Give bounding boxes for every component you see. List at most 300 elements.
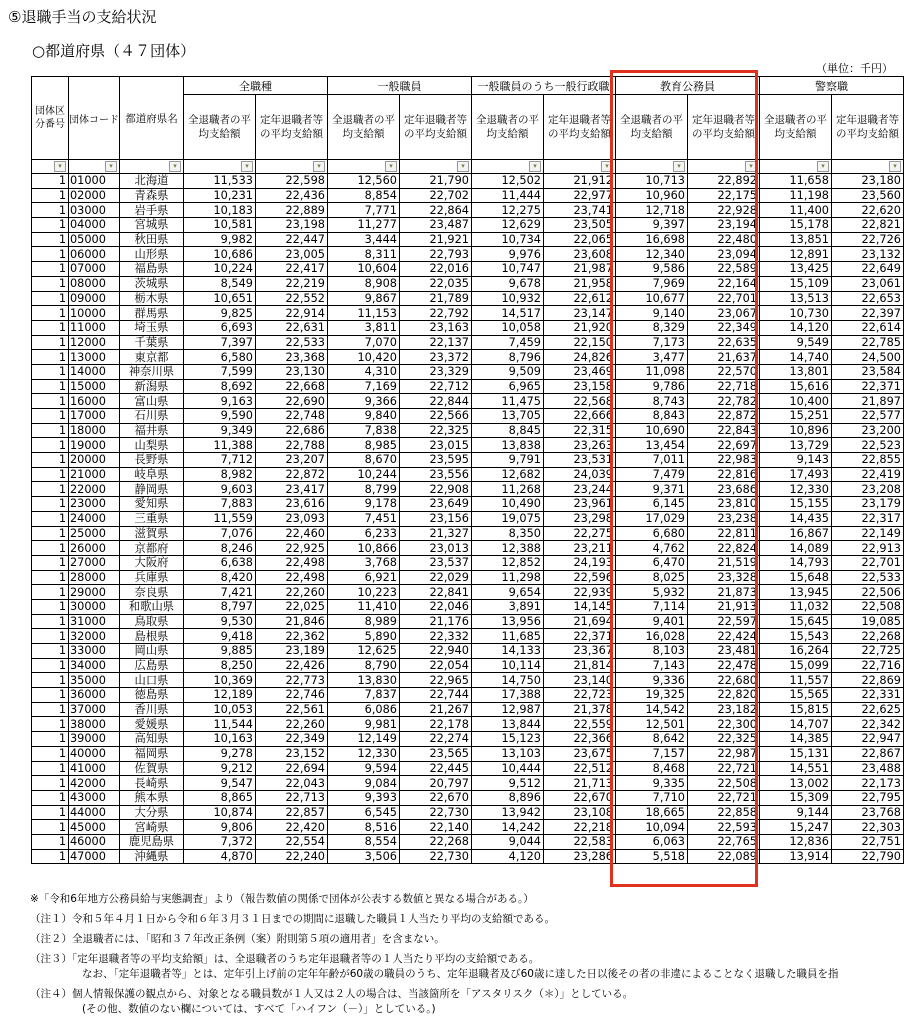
group-code-cell: 25000: [69, 526, 120, 541]
value-cell: 7,011: [616, 453, 688, 468]
value-cell: 9,401: [616, 614, 688, 629]
value-cell: 6,233: [328, 526, 400, 541]
table-row: [32, 702, 904, 717]
value-cell: 23,417: [256, 482, 328, 497]
group-code-cell: 10000: [69, 306, 120, 321]
value-cell: 12,987: [472, 702, 544, 717]
class-number-cell: 1: [32, 614, 69, 629]
value-cell: 9,084: [328, 776, 400, 791]
value-cell: 11,268: [472, 482, 544, 497]
section-subtitle: ○都道府県（４７団体）: [32, 42, 196, 60]
prefecture-name-cell: 大分県: [120, 805, 184, 820]
value-cell: 9,336: [616, 673, 688, 688]
value-cell: 23,565: [400, 746, 472, 761]
prefecture-name-cell: 長野県: [120, 453, 184, 468]
value-cell: 10,224: [184, 262, 256, 277]
prefecture-name-cell: 福井県: [120, 423, 184, 438]
value-cell: 15,565: [760, 688, 832, 703]
value-cell: 15,309: [760, 790, 832, 805]
prefecture-name-cell: 高知県: [120, 732, 184, 747]
value-cell: 9,143: [760, 453, 832, 468]
value-cell: 14,750: [472, 673, 544, 688]
value-cell: 23,093: [256, 511, 328, 526]
value-cell: 22,721: [688, 761, 760, 776]
value-cell: 22,701: [688, 291, 760, 306]
value-cell: 22,820: [688, 688, 760, 703]
value-cell: 9,140: [616, 306, 688, 321]
value-cell: 13,914: [760, 849, 832, 864]
header-code-col: 団体コード: [69, 77, 120, 160]
group-code-cell: 13000: [69, 350, 120, 365]
group-code-cell: 02000: [69, 188, 120, 203]
value-cell: 13,513: [760, 291, 832, 306]
class-number-cell: 1: [32, 555, 69, 570]
value-cell: 23,163: [400, 320, 472, 335]
value-cell: 22,362: [256, 629, 328, 644]
value-cell: 5,932: [616, 585, 688, 600]
value-cell: 4,870: [184, 849, 256, 864]
class-number-cell: 1: [32, 805, 69, 820]
value-cell: 24,826: [544, 350, 616, 365]
value-cell: 17,493: [760, 467, 832, 482]
value-cell: 6,580: [184, 350, 256, 365]
group-code-cell: 16000: [69, 394, 120, 409]
value-cell: 23,649: [400, 497, 472, 512]
prefecture-name-cell: 茨城県: [120, 276, 184, 291]
value-cell: 8,516: [328, 820, 400, 835]
value-cell: 5,518: [616, 849, 688, 864]
value-cell: 22,653: [832, 291, 904, 306]
value-cell: 11,475: [472, 394, 544, 409]
group-code-cell: 05000: [69, 232, 120, 247]
value-cell: 9,278: [184, 746, 256, 761]
value-cell: 11,153: [328, 306, 400, 321]
filter-cell: [400, 160, 472, 174]
group-code-cell: 43000: [69, 790, 120, 805]
filter-cell: [544, 160, 616, 174]
value-cell: 21,713: [544, 776, 616, 791]
value-cell: 22,712: [400, 379, 472, 394]
value-cell: 4,310: [328, 364, 400, 379]
value-cell: 22,016: [400, 262, 472, 277]
value-cell: 10,713: [616, 174, 688, 189]
value-cell: 21,873: [688, 585, 760, 600]
value-cell: 21,637: [688, 350, 760, 365]
prefecture-name-cell: 栃木県: [120, 291, 184, 306]
value-cell: 22,089: [688, 849, 760, 864]
class-number-cell: 1: [32, 335, 69, 350]
prefecture-name-cell: 兵庫県: [120, 570, 184, 585]
table-row: [32, 599, 904, 614]
value-cell: 17,388: [472, 688, 544, 703]
value-cell: 22,690: [256, 394, 328, 409]
value-cell: 14,793: [760, 555, 832, 570]
footnotes: [30, 892, 905, 1017]
value-cell: 11,544: [184, 717, 256, 732]
value-cell: 21,897: [832, 394, 904, 409]
value-cell: 21,176: [400, 614, 472, 629]
value-cell: 13,425: [760, 262, 832, 277]
header-sub-b: 定年退職者等の平均支給額: [256, 95, 328, 160]
value-cell: 13,002: [760, 776, 832, 791]
value-cell: 8,420: [184, 570, 256, 585]
value-cell: 22,218: [544, 820, 616, 835]
value-cell: 22,593: [688, 820, 760, 835]
table-row: [32, 555, 904, 570]
note-source: ※「令和6年地方公務員給与実態調査」より（報告数値の関係で団体が公表する数値と異なる場合がある。）: [30, 893, 534, 905]
header-sub-a: 全退職者の平均支給額: [184, 95, 256, 160]
value-cell: 3,444: [328, 232, 400, 247]
value-cell: 23,067: [688, 306, 760, 321]
value-cell: 23,198: [256, 218, 328, 233]
value-cell: 4,120: [472, 849, 544, 864]
value-cell: 12,560: [328, 174, 400, 189]
value-cell: 11,277: [328, 218, 400, 233]
value-cell: 7,710: [616, 790, 688, 805]
value-cell: 9,349: [184, 423, 256, 438]
prefecture-name-cell: 鳥取県: [120, 614, 184, 629]
value-cell: 10,960: [616, 188, 688, 203]
prefecture-name-cell: 群馬県: [120, 306, 184, 321]
table-row: [32, 761, 904, 776]
prefecture-name-cell: 京都府: [120, 541, 184, 556]
filter-icon[interactable]: ▾: [817, 161, 829, 172]
value-cell: 19,075: [472, 511, 544, 526]
header-group-admin: 一般職員のうち一般行政職: [472, 77, 616, 95]
filter-icon[interactable]: ▾: [745, 161, 757, 172]
filter-icon[interactable]: ▾: [385, 161, 397, 172]
prefecture-name-cell: 千葉県: [120, 335, 184, 350]
value-cell: 14,542: [616, 702, 688, 717]
value-cell: 22,751: [832, 834, 904, 849]
value-cell: 11,557: [760, 673, 832, 688]
value-cell: 22,987: [688, 746, 760, 761]
prefecture-name-cell: 山口県: [120, 673, 184, 688]
value-cell: 23,015: [400, 438, 472, 453]
value-cell: 16,264: [760, 644, 832, 659]
value-cell: 10,604: [328, 262, 400, 277]
group-code-cell: 24000: [69, 511, 120, 526]
group-code-cell: 41000: [69, 761, 120, 776]
value-cell: 11,388: [184, 438, 256, 453]
value-cell: 22,869: [832, 673, 904, 688]
class-number-cell: 1: [32, 717, 69, 732]
value-cell: 7,076: [184, 526, 256, 541]
value-cell: 23,207: [256, 453, 328, 468]
value-cell: 9,144: [760, 805, 832, 820]
value-cell: 10,866: [328, 541, 400, 556]
table-row: [32, 511, 904, 526]
value-cell: 9,547: [184, 776, 256, 791]
value-cell: 14,133: [472, 644, 544, 659]
value-cell: 6,680: [616, 526, 688, 541]
table-row: [32, 776, 904, 791]
table-row: [32, 805, 904, 820]
prefecture-name-cell: 静岡県: [120, 482, 184, 497]
class-number-cell: 1: [32, 438, 69, 453]
value-cell: 11,685: [472, 629, 544, 644]
filter-icon[interactable]: ▾: [889, 161, 901, 172]
value-cell: 22,598: [256, 174, 328, 189]
value-cell: 23,481: [688, 644, 760, 659]
class-number-cell: 1: [32, 732, 69, 747]
table-row: [32, 585, 904, 600]
value-cell: 22,816: [688, 467, 760, 482]
value-cell: 14,517: [472, 306, 544, 321]
value-cell: 6,545: [328, 805, 400, 820]
value-cell: 22,140: [400, 820, 472, 835]
value-cell: 22,371: [832, 379, 904, 394]
value-cell: 9,603: [184, 482, 256, 497]
prefecture-name-cell: 青森県: [120, 188, 184, 203]
value-cell: 22,552: [256, 291, 328, 306]
value-cell: 23,367: [544, 644, 616, 659]
value-cell: 21,958: [544, 276, 616, 291]
value-cell: 23,147: [544, 306, 616, 321]
value-cell: 21,913: [688, 599, 760, 614]
table-row: [32, 188, 904, 203]
value-cell: 22,533: [256, 335, 328, 350]
value-cell: 23,531: [544, 453, 616, 468]
value-cell: 6,086: [328, 702, 400, 717]
prefecture-name-cell: 徳島県: [120, 688, 184, 703]
table-row: [32, 218, 904, 233]
table-row: [32, 203, 904, 218]
value-cell: 8,311: [328, 247, 400, 262]
table-row: [32, 453, 904, 468]
value-cell: 7,114: [616, 599, 688, 614]
value-cell: 14,242: [472, 820, 544, 835]
value-cell: 22,977: [544, 188, 616, 203]
value-cell: 23,328: [688, 570, 760, 585]
value-cell: 23,244: [544, 482, 616, 497]
filter-cell: [832, 160, 904, 174]
unit-label: （単位：千円）: [816, 62, 893, 75]
value-cell: 22,417: [256, 262, 328, 277]
value-cell: 23,961: [544, 497, 616, 512]
value-cell: 22,686: [256, 423, 328, 438]
value-cell: 22,788: [256, 438, 328, 453]
value-cell: 22,035: [400, 276, 472, 291]
group-code-cell: 38000: [69, 717, 120, 732]
value-cell: 22,824: [688, 541, 760, 556]
value-cell: 7,372: [184, 834, 256, 849]
group-code-cell: 23000: [69, 497, 120, 512]
value-cell: 8,797: [184, 599, 256, 614]
value-cell: 9,530: [184, 614, 256, 629]
value-cell: 10,651: [184, 291, 256, 306]
value-cell: 10,896: [760, 423, 832, 438]
filter-cell: [616, 160, 688, 174]
table-row: [32, 379, 904, 394]
value-cell: 9,178: [328, 497, 400, 512]
note-4-detail: (その他、数値のない欄については、すべて「ハイフン（－）」としている。): [82, 1003, 436, 1015]
value-cell: 23,238: [688, 511, 760, 526]
table-row: [32, 174, 904, 189]
value-cell: 16,028: [616, 629, 688, 644]
value-cell: 23,140: [544, 673, 616, 688]
value-cell: 7,969: [616, 276, 688, 291]
table-row: [32, 262, 904, 277]
value-cell: 8,554: [328, 834, 400, 849]
filter-icon[interactable]: ▾: [54, 161, 66, 172]
table-row: [32, 849, 904, 864]
value-cell: 22,713: [256, 790, 328, 805]
value-cell: 9,397: [616, 218, 688, 233]
value-cell: 22,554: [256, 834, 328, 849]
value-cell: 22,568: [544, 394, 616, 409]
value-cell: 22,274: [400, 732, 472, 747]
value-cell: 22,268: [400, 834, 472, 849]
value-cell: 24,193: [544, 555, 616, 570]
value-cell: 12,502: [472, 174, 544, 189]
value-cell: 7,599: [184, 364, 256, 379]
value-cell: 9,393: [328, 790, 400, 805]
value-cell: 24,500: [832, 350, 904, 365]
class-number-cell: 1: [32, 497, 69, 512]
group-code-cell: 37000: [69, 702, 120, 717]
header-group-education: 教育公務員: [616, 77, 760, 95]
value-cell: 22,716: [832, 658, 904, 673]
prefecture-name-cell: 岡山県: [120, 644, 184, 659]
header-sub-a: 全退職者の平均支給額: [472, 95, 544, 160]
filter-icon[interactable]: ▾: [105, 161, 117, 172]
value-cell: 22,506: [832, 585, 904, 600]
class-number-cell: 1: [32, 379, 69, 394]
class-number-cell: 1: [32, 673, 69, 688]
value-cell: 15,109: [760, 276, 832, 291]
header-group-general: 一般職員: [328, 77, 472, 95]
prefecture-name-cell: 滋賀県: [120, 526, 184, 541]
value-cell: 20,797: [400, 776, 472, 791]
value-cell: 22,965: [400, 673, 472, 688]
filter-icon[interactable]: ▾: [457, 161, 469, 172]
value-cell: 21,519: [688, 555, 760, 570]
value-cell: 23,158: [544, 379, 616, 394]
value-cell: 22,219: [256, 276, 328, 291]
value-cell: 12,149: [328, 732, 400, 747]
filter-icon[interactable]: ▾: [601, 161, 613, 172]
value-cell: 15,648: [760, 570, 832, 585]
value-cell: 22,811: [688, 526, 760, 541]
value-cell: 8,350: [472, 526, 544, 541]
prefecture-name-cell: 愛媛県: [120, 717, 184, 732]
value-cell: 21,789: [400, 291, 472, 306]
value-cell: 22,790: [832, 849, 904, 864]
value-cell: 5,890: [328, 629, 400, 644]
value-cell: 22,065: [544, 232, 616, 247]
value-cell: 12,891: [760, 247, 832, 262]
value-cell: 22,149: [832, 526, 904, 541]
value-cell: 22,175: [688, 188, 760, 203]
filter-icon[interactable]: ▾: [673, 161, 685, 172]
group-code-cell: 15000: [69, 379, 120, 394]
value-cell: 22,589: [688, 262, 760, 277]
header-sub-a: 全退職者の平均支給額: [760, 95, 832, 160]
value-cell: 8,692: [184, 379, 256, 394]
value-cell: 22,939: [544, 585, 616, 600]
value-cell: 13,945: [760, 585, 832, 600]
group-code-cell: 31000: [69, 614, 120, 629]
table-row: [32, 350, 904, 365]
value-cell: 21,267: [400, 702, 472, 717]
filter-icon[interactable]: ▾: [169, 161, 181, 172]
prefecture-name-cell: 福岡県: [120, 746, 184, 761]
value-cell: 7,459: [472, 335, 544, 350]
group-code-cell: 19000: [69, 438, 120, 453]
value-cell: 22,164: [688, 276, 760, 291]
value-cell: 10,581: [184, 218, 256, 233]
value-cell: 8,845: [472, 423, 544, 438]
header-group-police: 警察職: [760, 77, 904, 95]
value-cell: 23,686: [688, 482, 760, 497]
value-cell: 8,250: [184, 658, 256, 673]
value-cell: 8,865: [184, 790, 256, 805]
value-cell: 8,025: [616, 570, 688, 585]
value-cell: 10,747: [472, 262, 544, 277]
filter-icon[interactable]: ▾: [241, 161, 253, 172]
value-cell: 22,332: [400, 629, 472, 644]
filter-icon[interactable]: ▾: [529, 161, 541, 172]
value-cell: 7,169: [328, 379, 400, 394]
value-cell: 22,872: [256, 467, 328, 482]
value-cell: 7,883: [184, 497, 256, 512]
value-cell: 10,369: [184, 673, 256, 688]
value-cell: 18,665: [616, 805, 688, 820]
value-cell: 22,533: [832, 570, 904, 585]
table-row: [32, 614, 904, 629]
group-code-cell: 21000: [69, 467, 120, 482]
value-cell: 22,046: [400, 599, 472, 614]
value-cell: 23,584: [832, 364, 904, 379]
class-number-cell: 1: [32, 276, 69, 291]
value-cell: 8,799: [328, 482, 400, 497]
value-cell: 9,044: [472, 834, 544, 849]
value-cell: 22,240: [256, 849, 328, 864]
value-cell: 23,180: [832, 174, 904, 189]
value-cell: 9,806: [184, 820, 256, 835]
header-class-col: 団体区分番号: [32, 77, 69, 160]
value-cell: 23,675: [544, 746, 616, 761]
filter-icon[interactable]: ▾: [313, 161, 325, 172]
class-number-cell: 1: [32, 599, 69, 614]
prefecture-name-cell: 福島県: [120, 262, 184, 277]
value-cell: 16,867: [760, 526, 832, 541]
value-cell: 23,368: [256, 350, 328, 365]
group-code-cell: 04000: [69, 218, 120, 233]
value-cell: 22,744: [400, 688, 472, 703]
value-cell: 13,838: [472, 438, 544, 453]
value-cell: 23,556: [400, 467, 472, 482]
value-cell: 22,925: [256, 541, 328, 556]
class-number-cell: 1: [32, 761, 69, 776]
header-sub-b: 定年退職者等の平均支給額: [400, 95, 472, 160]
value-cell: 23,132: [832, 247, 904, 262]
value-cell: 12,189: [184, 688, 256, 703]
value-cell: 23,329: [400, 364, 472, 379]
value-cell: 22,597: [688, 614, 760, 629]
value-cell: 22,498: [256, 570, 328, 585]
value-cell: 8,896: [472, 790, 544, 805]
value-cell: 22,349: [688, 320, 760, 335]
value-cell: 22,867: [832, 746, 904, 761]
value-cell: 21,987: [544, 262, 616, 277]
value-cell: 9,840: [328, 409, 400, 424]
value-cell: 8,989: [328, 614, 400, 629]
prefecture-name-cell: 山形県: [120, 247, 184, 262]
value-cell: 6,145: [616, 497, 688, 512]
header-sub-a: 全退職者の平均支給額: [616, 95, 688, 160]
